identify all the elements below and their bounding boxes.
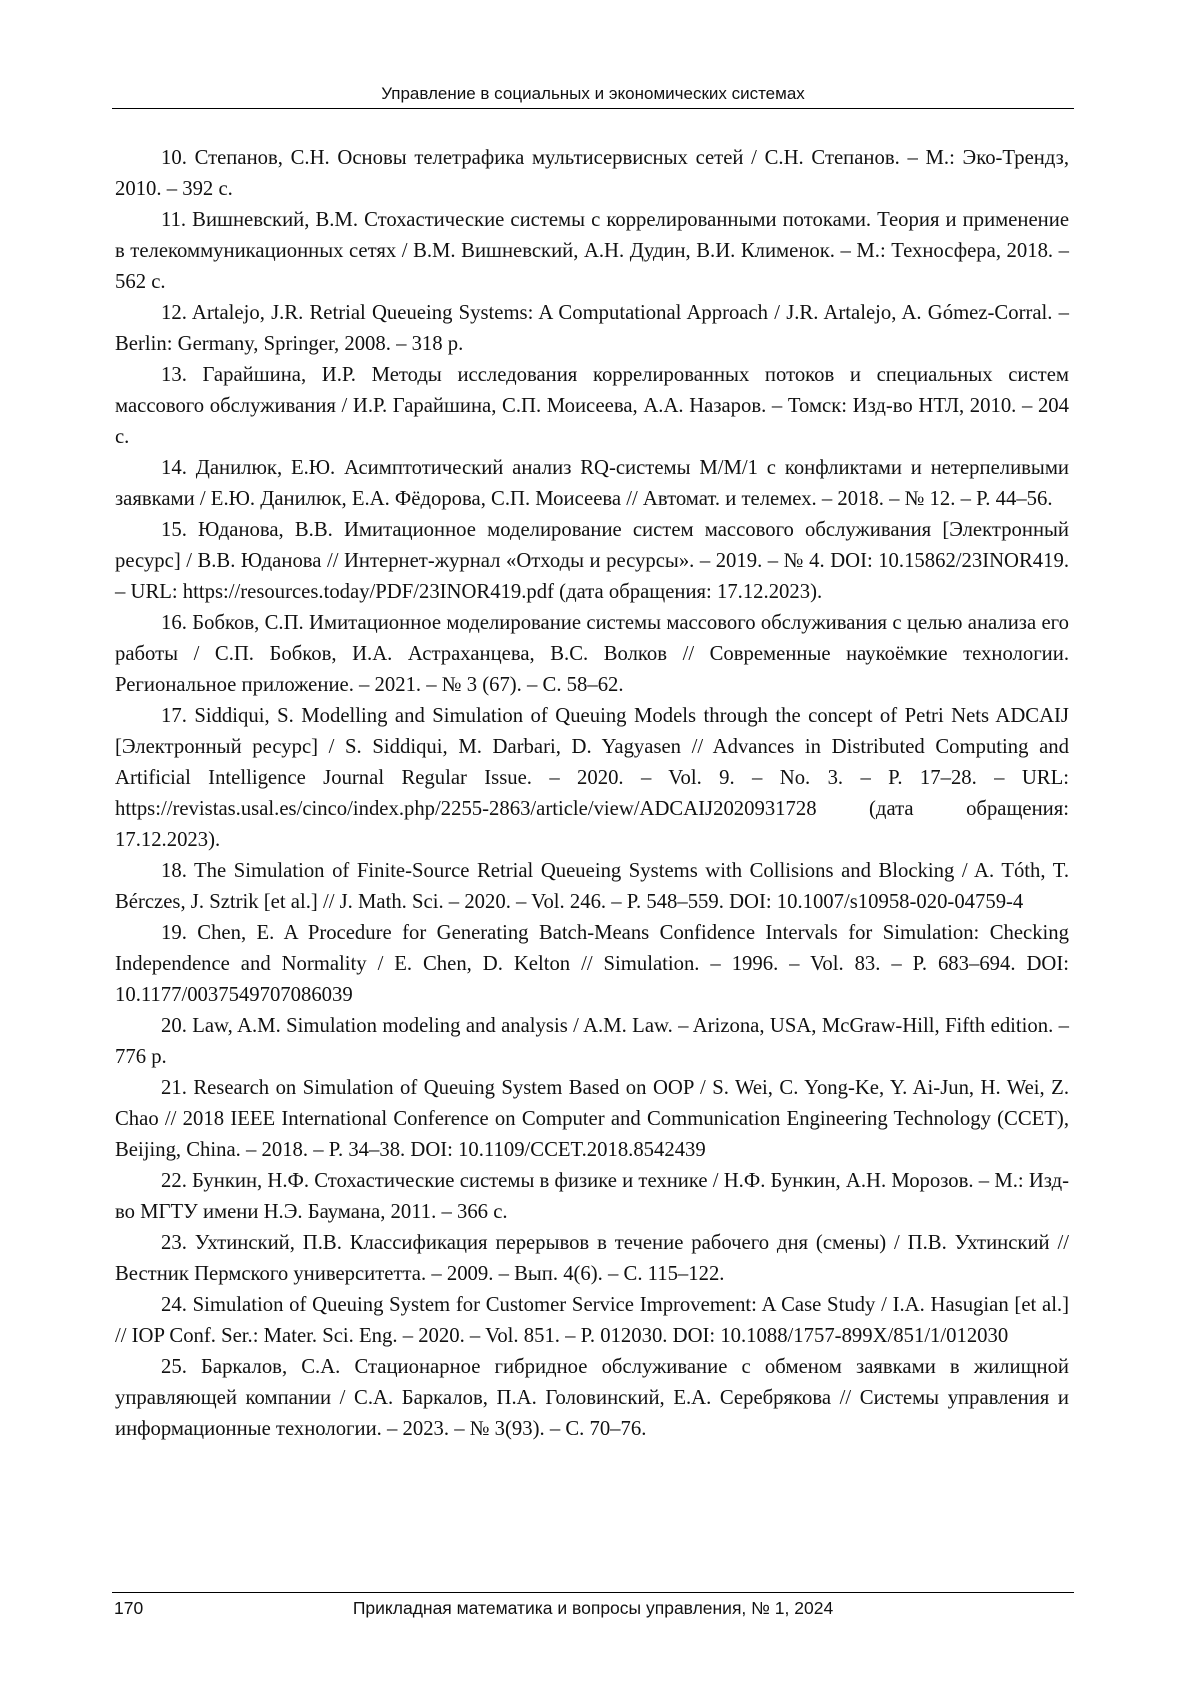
page-number: 170 (114, 1598, 143, 1618)
journal-page (0, 0, 1200, 1698)
reference-item-16: 16. Бобков, С.П. Имитационное моделирование системы массового обслуживания с целью анализа его работы / С.П. Бобков, И.А. Астраханцева, В.С. Волков // Современные наукоёмкие технологии. Региональное приложение. – 2021. – № 3 (67). – С. 58–62. (115, 608, 1069, 701)
reference-item-10: 10. Степанов, С.Н. Основы телетрафика мультисервисных сетей / С.Н. Степанов. – М.: Эко-Трендз, 2010. – 392 с. (115, 143, 1069, 205)
reference-item-21: 21. Research on Simulation of Queuing System Based on OOP / S. Wei, C. Yong-Ke, Y. Ai-Jun, H. Wei, Z. Chao // 2018 IEEE International Conference on Computer and Communication Engi­neering Technology (CCET), Beijing, China. – 2018. – P. 34–38. DOI: 10.1109/CCET.2018.8542439 (115, 1073, 1069, 1166)
reference-item-12: 12. Artalejo, J.R. Retrial Queueing Systems: A Computational Approach / J.R. Artalejo, A. Gómez-Corral. – Berlin: Germany, Springer, 2008. – 318 p. (115, 298, 1069, 360)
reference-item-20: 20. Law, A.M. Simulation modeling and analysis / A.M. Law. – Arizona, USA, McGraw-Hill, Fifth edition. – 776 p. (115, 1011, 1069, 1073)
reference-item-22: 22. Бункин, Н.Ф. Стохастические системы в физике и технике / Н.Ф. Бункин, А.Н. Морозов. – М.: Изд-во МГТУ имени Н.Э. Баумана, 2011. – 366 с. (115, 1166, 1069, 1228)
reference-item-14: 14. Данилюк, Е.Ю. Асимптотический анализ RQ-системы M/M/1 с конфликтами и не­терпеливыми заявками / Е.Ю. Данилюк, Е.А. Фёдорова, С.П. Моисеева // Автомат. и теле­мех. – 2018. – № 12. – P. 44–56. (115, 453, 1069, 515)
reference-item-17: 17. Siddiqui, S. Modelling and Simulation of Queuing Models through the concept of Petri Nets ADCAIJ [Электронный ресурс] / S. Siddiqui, M. Darbari, D. Yagyasen // Advances in Distributed Computing and Artificial Intelligence Journal Regular Issue. – 2020. – Vol. 9. – No. 3. – P. 17–28. – URL: https://revistas.usal.es/cinco/index.php/2255-2863/article/view/ADCAIJ2020931728 (дата об­ращения: 17.12.2023). (115, 701, 1069, 856)
reference-list (115, 143, 1069, 1445)
reference-item-13: 13. Гарайшина, И.Р. Методы исследования коррелированных потоков и специальных систем массового обслуживания / И.Р. Гарайшина, С.П. Моисеева, А.А. Назаров. – Томск: Изд-во НТЛ, 2010. – 204 с. (115, 360, 1069, 453)
reference-item-25: 25. Баркалов, С.А. Стационарное гибридное обслуживание с обменом заявками в жи­лищной управляющей компании / С.А. Баркалов, П.А. Головинский, Е.А. Серебрякова // Системы управления и информационные технологии. – 2023. – № 3(93). – С. 70–76. (115, 1352, 1069, 1445)
reference-item-19: 19. Chen, E. A Procedure for Generating Batch-Means Confidence Intervals for Simulation: Checking Independence and Normality / E. Chen, D. Kelton // Simulation. – 1996. – Vol. 83. – P. 683–694. DOI: 10.1177/0037549707086039 (115, 918, 1069, 1011)
reference-item-15: 15. Юданова, В.В. Имитационное моделирование систем массового обслуживания [Электронный ресурс] / В.В. Юданова // Интернет-журнал «Отходы и ресурсы». – 2019. – № 4. DOI: 10.15862/23INOR419. – URL: https://resources.today/PDF/23INOR419.pdf (дата обращения: 17.12.2023). (115, 515, 1069, 608)
reference-item-18: 18. The Simulation of Finite-Source Retrial Queueing Systems with Collisions and Blocking / A. Tóth, T. Bérczes, J. Sztrik [et al.] // J. Math. Sci. – 2020. – Vol. 246. – P. 548–559. DOI: 10.1007/s10958-020-04759-4 (115, 856, 1069, 918)
header-divider (112, 108, 1074, 109)
footer-divider (112, 1592, 1074, 1593)
reference-item-24: 24. Simulation of Queuing System for Customer Service Improvement: A Case Study / I.A. Hasugian [et al.] // IOP Conf. Ser.: Mater. Sci. Eng. – 2020. – Vol. 851. – P. 012030. DOI: 10.1088/1757-899X/851/1/012030 (115, 1290, 1069, 1352)
reference-item-23: 23. Ухтинский, П.В. Классификация перерывов в течение рабочего дня (смены) / П.В. Ухтинский // Вестник Пермского университетта. – 2009. – Вып. 4(6). – С. 115–122. (115, 1228, 1069, 1290)
running-header: Управление в социальных и экономических системах (112, 84, 1074, 104)
journal-footer-title: Прикладная математика и вопросы управления, № 1, 2024 (112, 1598, 1074, 1618)
reference-item-11: 11. Вишневский, В.М. Стохастические системы с коррелированными потоками. Тео­рия и применение в телекоммуникационных сетях / В.М. Вишневский, А.Н. Дудин, В.И. Клименок. – М.: Техносфера, 2018. – 562 с. (115, 205, 1069, 298)
